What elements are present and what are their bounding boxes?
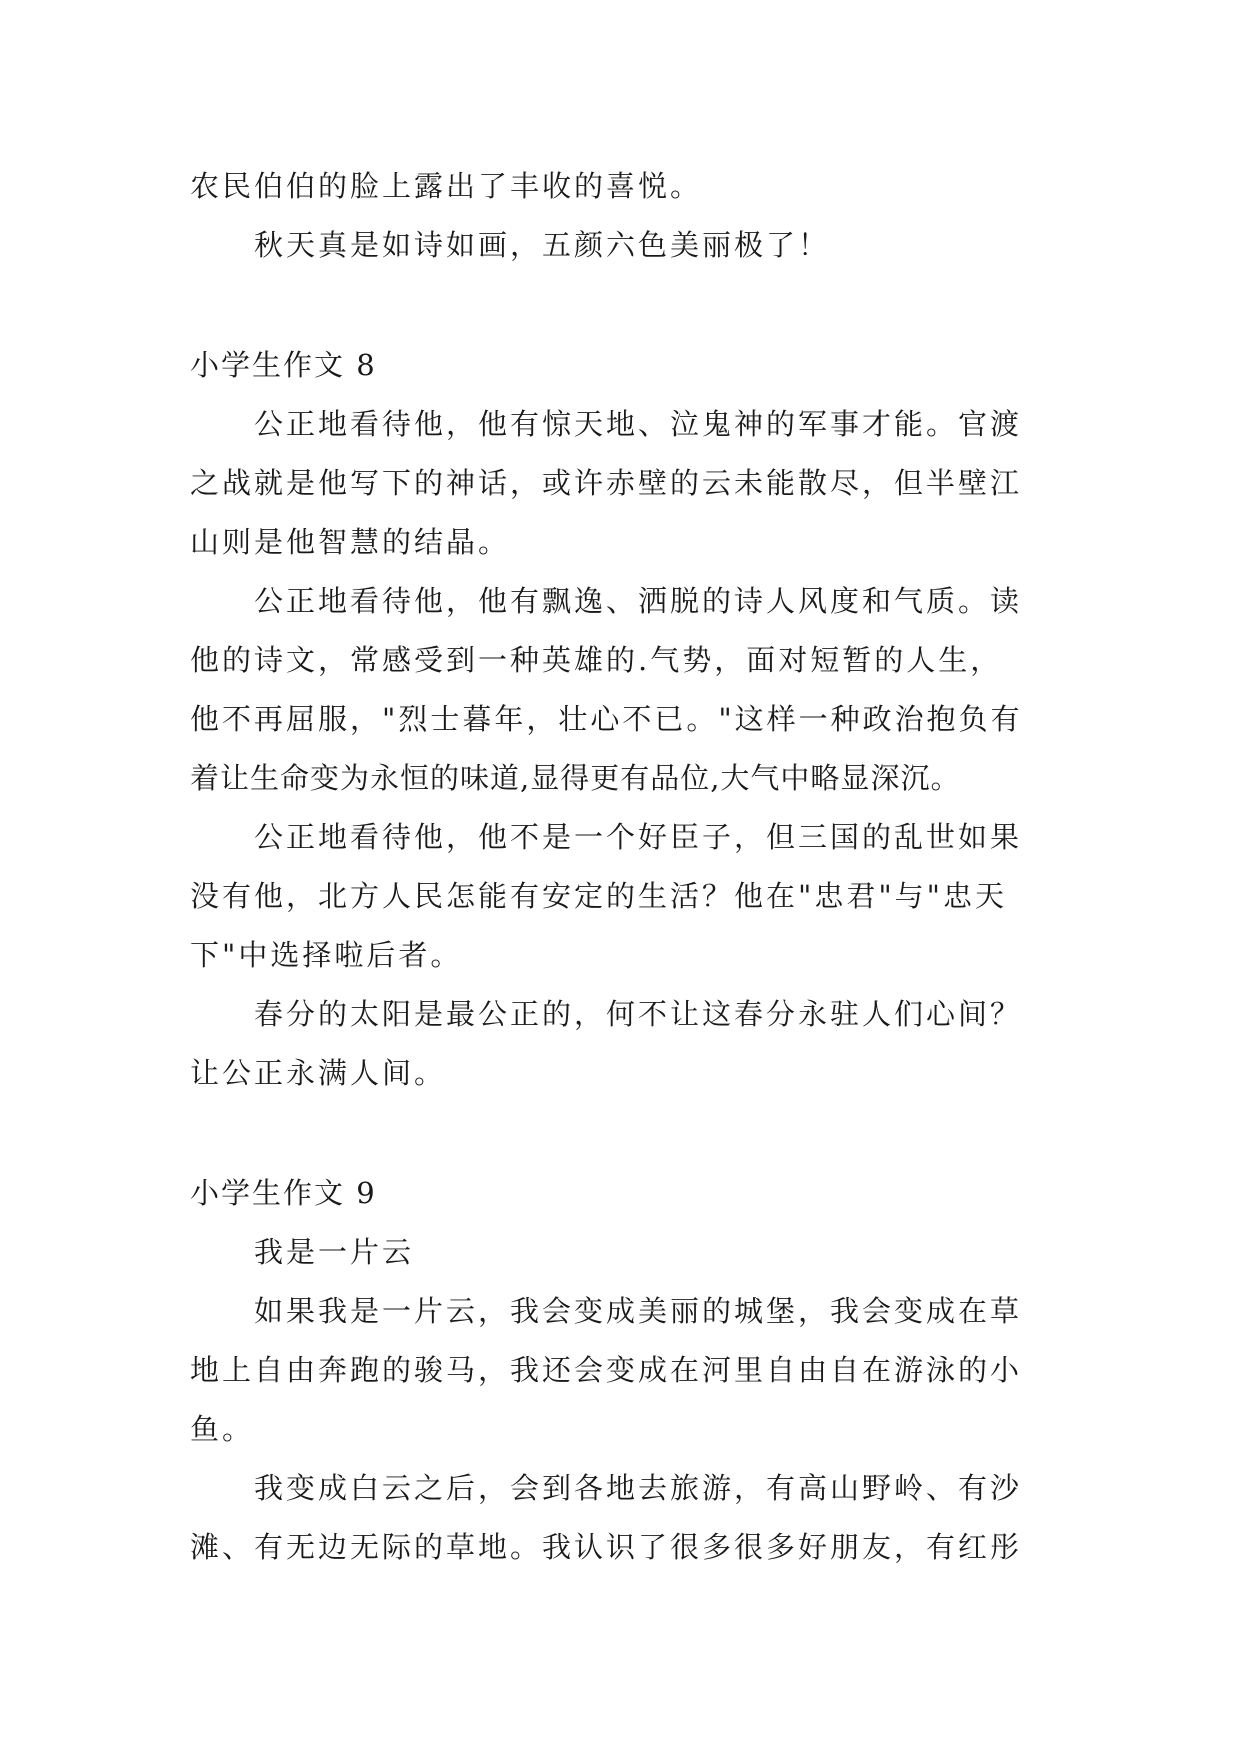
paragraph-line: 地上自由奔跑的骏马，我还会变成在河里自由自在游泳的小 [190,1353,1023,1387]
paragraph-line: 公正地看待他，他有惊天地、泣鬼神的军事才能。官渡 [254,407,1023,441]
paragraph-line: 秋天真是如诗如画，五颜六色美丽极了！ [254,228,831,262]
paragraph-line: 滩、有无边无际的草地。我认识了很多很多好朋友，有红彤 [190,1530,1023,1564]
paragraph-line: 春分的太阳是最公正的，何不让这春分永驻人们心间？ [254,997,1023,1031]
paragraph-line: 之战就是他写下的神话，或许赤壁的云未能散尽，但半壁江 [190,466,1023,500]
paragraph-line: 下"中选择啦后者。 [190,938,463,972]
paragraph-line: 公正地看待他，他有飘逸、洒脱的诗人风度和气质。读 [254,584,1023,618]
paragraph-line: 鱼。 [190,1412,255,1446]
essay-9-title: 我是一片云 [254,1235,415,1269]
paragraph-line: 他不再屈服，"烈士暮年，壮心不已。"这样一种政治抱负有 [190,702,1023,736]
paragraph-line: 我变成白云之后，会到各地去旅游，有高山野岭、有沙 [254,1471,1023,1505]
paragraph-line: 如果我是一片云，我会变成美丽的城堡，我会变成在草 [254,1294,1023,1328]
essay-9-heading: 小学生作文 9 [190,1176,377,1210]
paragraph-line: 他的诗文，常感受到一种英雄的.气势，面对短暂的人生， [190,643,1003,677]
paragraph-line: 农民伯伯的脸上露出了丰收的喜悦。 [190,169,703,203]
paragraph-line: 让公正永满人间。 [190,1056,447,1090]
document-body [190,157,1065,1577]
paragraph-line: 公正地看待他，他不是一个好臣子，但三国的乱世如果 [254,820,1023,854]
essay-8-heading: 小学生作文 8 [190,348,377,382]
paragraph-line: 没有他，北方人民怎能有安定的生活？他在"忠君"与"忠天 [190,879,1008,913]
section-spacer [190,275,1065,336]
paragraph-line: 着让生命变为永恒的味道,显得更有品位,大气中略显深沉。 [190,761,961,795]
section-spacer [190,1103,1065,1164]
paragraph-line: 山则是他智慧的结晶。 [190,525,511,559]
